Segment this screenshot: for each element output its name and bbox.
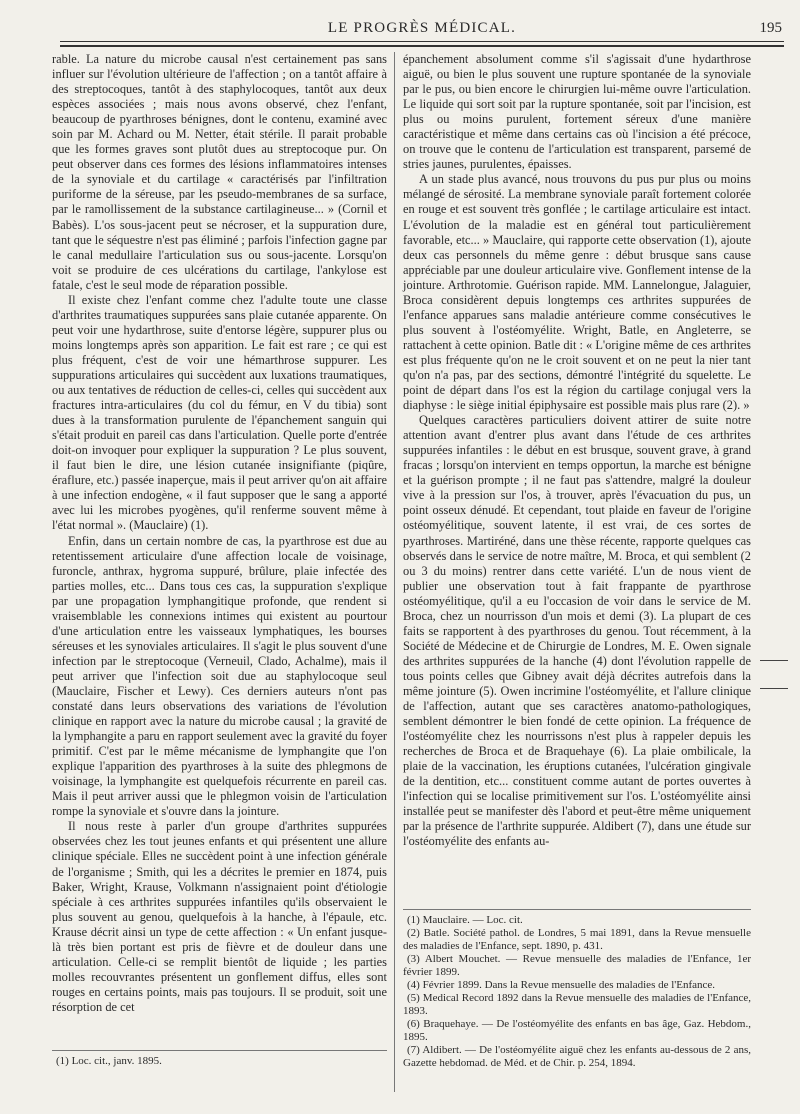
- left-column: [52, 52, 387, 1015]
- footnote: (2) Batle. Société pathol. de Londres, 5 mai 1891, dans la Revue mensuelle des maladies de l'Enfance, sept. 1890, p. 431.: [403, 927, 751, 952]
- footnote: (4) Février 1899. Dans la Revue mensuelle des maladies de l'Enfance.: [407, 979, 716, 991]
- paragraph: Enfin, dans un certain nombre de cas, la pyarthrose est due au retentissement articulaire d'une affection locale de voisinage, furoncle, anthrax, hygroma suppuré, brûlure, plaie infectée des parties molles, etc... Dans tous ces cas, la suppuration s'explique par une propagation lymphangitique profonde, que rendent si vraisemblable les connexions intimes qui existent au pourtour d'une articulation entre les vaisseaux lymphatiques, les bourses séreuses et les synoviales articulaires. Il s'agit le plus souvent d'une infection par le streptocoque (Verneuil, Clado, Achalme), mais il peut arriver que l'infection soit due au staphylocoque seul (Mauclaire, Fischer et Lewy). Ces derniers auteurs n'ont pas constaté dans leurs observations des variations de l'évolution clinique en rapport avec la nature du microbe causal ; la gravité de la lymphangite a paru en rapport seulement avec la gravité du foyer primitif. C'est par le même mécanisme de lymphangite que l'on explique l'apparition des pyarthroses à la suite des phlegmons de voisinage, la lymphangite est quelquefois récurrente en pareil cas. Mais il peut arriver aussi que le phlegmon voisin de l'articulation rompe la synoviale et s'ouvre dans la jointure.: [52, 533, 387, 819]
- footnote-rule: [52, 1050, 387, 1051]
- left-footnotes: [52, 1046, 387, 1067]
- footnote: (3) Albert Mouchet. — Revue mensuelle des maladies de l'Enfance, 1er février 1899.: [403, 953, 751, 978]
- journal-title: LE PROGRÈS MÉDICAL.: [327, 20, 517, 36]
- header-rule-thick: [60, 45, 784, 47]
- footnote: (5) Medical Record 1892 dans la Revue mensuelle des maladies de l'Enfance, 1893.: [403, 992, 751, 1017]
- page-number: 195: [759, 20, 782, 36]
- footnote-rule: [403, 909, 751, 910]
- paragraph: Il existe chez l'enfant comme chez l'adulte toute une classe d'arthrites traumatiques suppurées sans plaie cutanée apparente. On peut voir une hydarthrose, suite d'entorse légère, suppurer plus ou moins longtemps après son apparition. Le fait est rare ; ce qui est plus fréquent, c'est de voir une hémarthrose suppurer. Les suppurations articulaires qui succèdent aux luxations traumatiques, ou aux tentatives de réduction de celles-ci, celles qui succèdent aux fractures intra-articulaires (du col du fémur, en V du tibia) sont dues à la transformation purulente de l'épanchement sanguin qui s'était produit en pareil cas dans l'articulation. Quelle porte d'entrée doit-on invoquer pour expliquer la suppuration ? Le plus souvent, il faut bien le dire, une lésion cutanée insignifiante (piqûre, éraflure, etc.) passée inaperçue, mais il peut arriver qu'on ait affaire à une infection endogène, « il faut supposer que le sang a apporté avec lui les microbes pyogènes, qu'il renferme souvent même à l'état normal ». (Mauclaire) (1).: [52, 292, 387, 533]
- paragraph: rable. La nature du microbe causal n'est certainement pas sans influer sur l'évolution ultérieure de l'affection ; on a tantôt affaire à des streptocoques, tantôt à des staphylocoques, tantôt aux deux espèces associées ; mais nous avons observé, chez l'enfant, beaucoup de pyarthroses bénignes, dont le contenu, examiné avec soin par M. Achard ou M. Netter, était stérile. Il parait probable que les formes graves sont plutôt dues au streptocoque pur. On peut observer dans ces formes des lésions inflammatoires intenses de la synoviale et du cartilage « caractérisés par l'infiltration puriforme de la séreuse, par les pseudo-membranes de sa surface, par le ramollissement de la substance cartilagineuse... » (Cornil et Babès). L'os sous-jacent peut se nécroser, et la suppuration dure, tant que le séquestre n'est pas éliminé ; parfois l'infection gagne par le canal medullaire l'articulation sus ou sous-jacente. Lorsqu'on voit se produire de ces ulcérations du cartilage, l'ankylose est fatale, c'est le seul mode de réparation possible.: [52, 52, 387, 292]
- paragraph: Quelques caractères particuliers doivent attirer de suite notre attention avant d'entrer plus avant dans l'étude de ces arthrites suppurées infantiles : le début en est brusque, souvent grave, à grand fracas ; lorsqu'on intervient en temps opportun, la marche est bénigne et la guérison prompte ; il ne faut pas s'attendre, malgré la douleur vive à la pression sur l'os, à trouver, après l'évacuation du pus, un point osseux dénudé. Et cependant, tout plaide en faveur de l'origine ostéomyélitique, souvent latente, il est vrai, de ces sortes de pyarthroses. Martiréné, dans une thèse récente, rapporte quelques cas observés dans le service de notre maître, M. Broca, et qui semblent (2 ou 3 du moins) rentrer dans cette variété. L'un de nous vient de publier une observation tout à fait frappante de pyarthrose ostéomyélitique, qu'il a eu l'occasion de voir dans le service de M. Broca, chez un nourrisson d'un mois et demi (3). La plupart de ces faits se rapportent à des pyarthroses du genou. Tout récemment, à la Société de Médecine et de Chirurgie de Londres, M. E. Owen signale des arthrites suppurées de la hanche (4) dont l'évolution rappelle de tous points celles que Gibney avait déjà décrites autrefois dans la même jointure (5). Owen incrimine l'ostéomyélite, et l'allure clinique de l'affection, autant que ses caractères anatomo-pathologiques, semblent démontrer le bien fondé de cette opinion. La fréquence de l'ostéomyélite chez les nourrissons n'est plus à rappeler depuis les recherches de Broca et de Braquehaye (6). La plaie ombilicale, la plaie de la vaccination, les éruptions cutanées, l'ulcération gingivale de la dentition, etc... constituent comme autant de portes ouvertes à l'infection qui se localise primitivement sur l'os. L'ostéomyélite ainsi installée peut se manifester dès l'abord et peut-être même uniquement par la présence de l'arthrite suppurée. Aldibert (7), dans une étude sur l'ostéomyélite des enfants au-: [403, 413, 751, 849]
- running-header: [60, 18, 784, 40]
- footnote: (1) Loc. cit., janv. 1895.: [56, 1055, 162, 1067]
- paragraph: A un stade plus avancé, nous trouvons du pus pur plus ou moins mélangé de sérosité. La membrane synoviale paraît fortement colorée en rouge et est souvent très gonflée ; le cartilage articulaire est intact. L'évolution de la maladie est en général tout particulièrement favorable, etc... » Mauclaire, qui rapporte cette observation (1), ajoute deux cas personnels du même genre : début brusque sans cause appréciable par une douleur articulaire vive. Gonflement intense de la jointure. Arthrotomie. Guérison rapide. MM. Lannelongue, Jalaguier, Broca considèrent depuis longtemps ces arthrites suppurées de l'enfance apparues sans maladie antérieure comme consécutives le plus souvent à l'ostéomyélite. Wright, Batle, en Angleterre, se rattachent à cette opinion. Batle dit : « L'origine même de ces arthrites est plus fréquente qu'on ne le croit souvent et on ne peut la nier tant qu'on n'a pas, par des sections, démontré l'intégrité du squelette. Le point de départ dans l'os est la région du cartilage conjugal vers la diaphyse : le siège initial épiphysaire est possible mais plus rare (2). »: [403, 172, 752, 413]
- header-rule-thin: [60, 41, 784, 42]
- footnote: (6) Braquehaye. — De l'ostéomyélite des enfants en bas âge, Gaz. Hebdom., 1895.: [403, 1018, 751, 1043]
- paragraph: épanchement absolument comme s'il s'agissait d'une hydarthrose aiguë, ou bien le plus souvent une rupture spontanée de la synoviale par le pus, ou bien encore le chirurgien lui-même ouvre l'articulation. Le liquide qui sort soit par la rupture spontanée, soit par l'incision, est plus ou moins purulent, fortement séreux d'une manière caractéristique et même dans certains cas où l'incision a été précoce, on trouve que le contenu de l'articulation est transparent, parsemé de stries jaunes, purulentes, épaisses.: [403, 52, 751, 172]
- column-divider: [394, 52, 395, 1092]
- margin-mark: [760, 688, 788, 689]
- paragraph: Il nous reste à parler d'un groupe d'arthrites suppurées observées chez les tout jeunes enfants et qui présentent une allure clinique spéciale. Elles ne succèdent point à une infection générale de l'organisme ; Smith, qui les a décrites le premier en 1874, puis Baker, Wright, Krause, Volkmann n'assignaient point d'étiologie spéciale à ces arthrites suppurées infantiles qu'ils observaient le plus souvent au genou, quelquefois à la hanche, à l'épaule, etc. Krause décrit ainsi un type de cette affection : « Un enfant jusque-là très bien portant est pris de fièvre et de douleur dans une articulation. Celle-ci se remplit bientôt de liquide ; les parties molles recouvrantes présentent un gonflement diffus, elles sont rouges en certains points, mais pas toujours. Il se produit, soit une résorption de cet: [52, 819, 387, 1014]
- footnote: (7) Aldibert. — De l'ostéomyélite aiguë chez les enfants au-dessous de 2 ans, Gazette hebdomad. de Méd. et de Chir. p. 254, 1894.: [403, 1044, 751, 1069]
- right-column: [403, 52, 751, 849]
- margin-mark: [760, 660, 788, 661]
- right-footnotes: [403, 905, 751, 1070]
- footnote: (1) Mauclaire. — Loc. cit.: [407, 914, 523, 926]
